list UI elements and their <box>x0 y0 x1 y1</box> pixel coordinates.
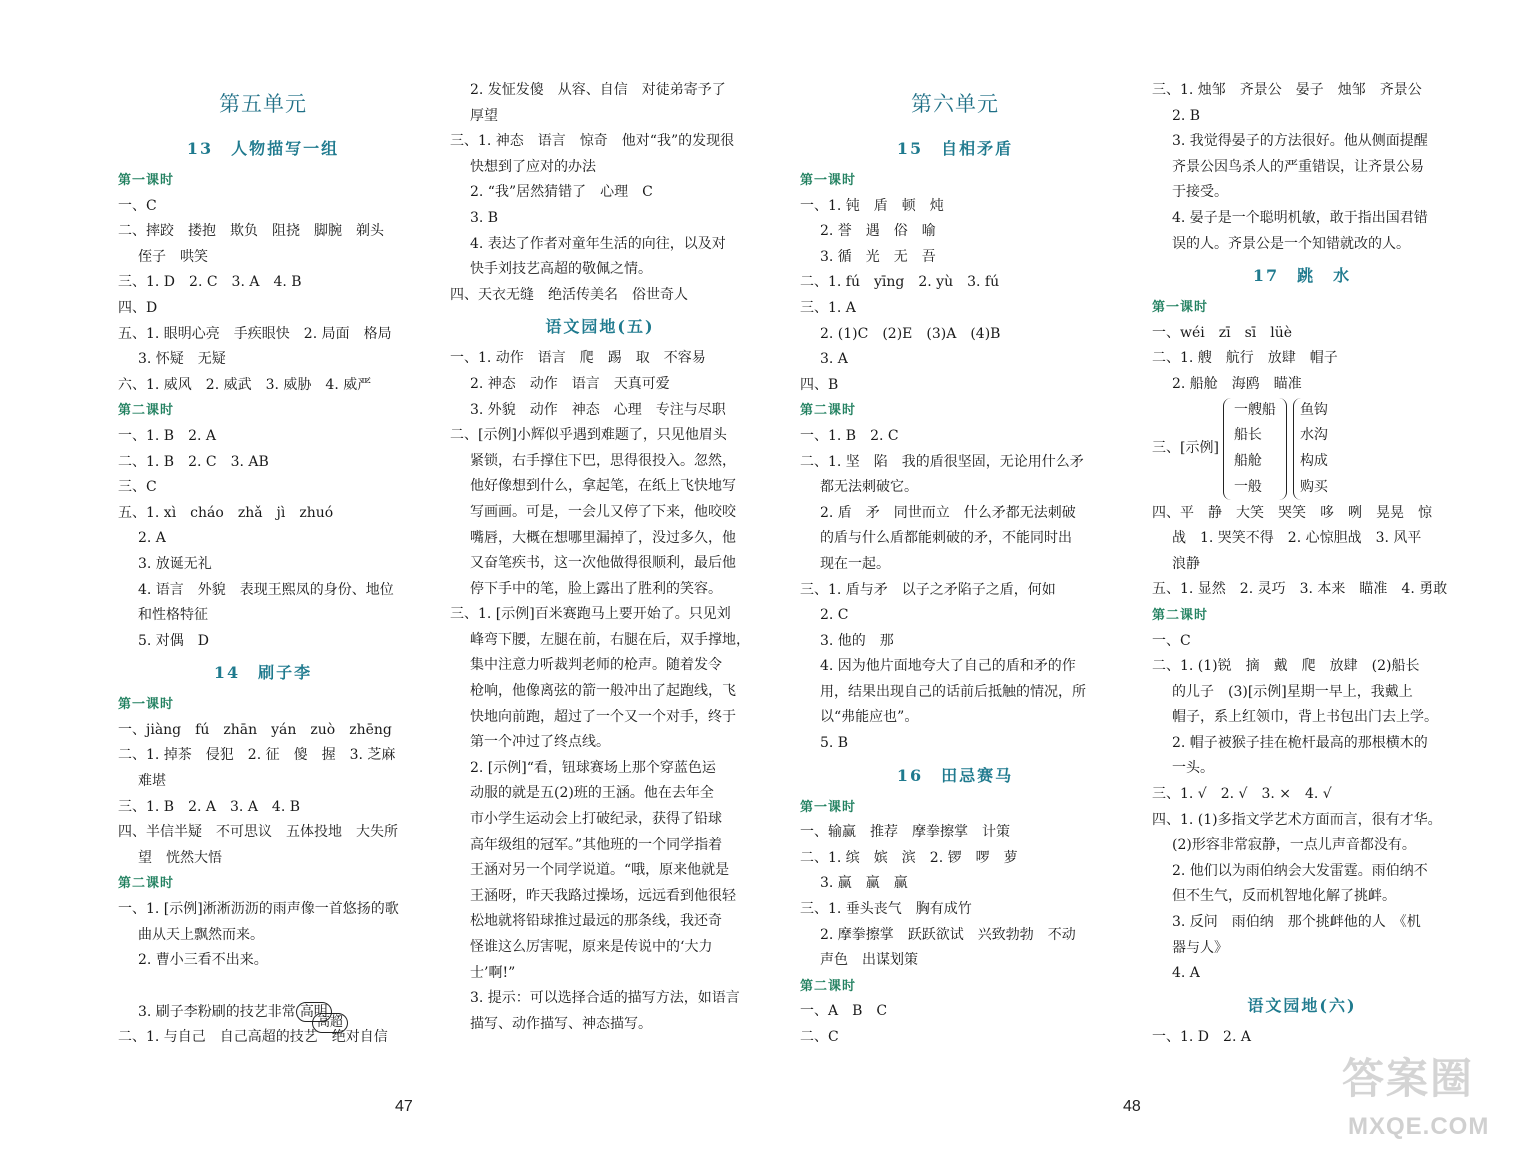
brace-group <box>1152 398 1452 501</box>
answer-continuation: 快想到了应对的办法 <box>470 158 596 175</box>
answer-continuation: 3. 我觉得晏子的方法很好。他从侧面提醒 <box>1172 133 1428 150</box>
answer-continuation: 松地就将铅球推过最远的那条线，我还奇 <box>470 913 722 930</box>
answer-line: 一、输赢 推荐 摩拳擦掌 计策 <box>800 824 1010 841</box>
answer-line: 四、天衣无缝 绝活传美名 俗世奇人 <box>450 286 688 303</box>
answer-line: 二、1. (1)锐 摘 戴 爬 放肆 (2)船长 <box>1152 658 1420 675</box>
answer-line <box>118 1000 408 1026</box>
answer-continuation: 3. 外貌 动作 神态 心理 专注与尽职 <box>470 401 726 418</box>
answer-line: 一、1. D 2. A <box>1152 1028 1251 1045</box>
brace-word: 船长 <box>1233 427 1262 444</box>
answer-line: 二、C <box>800 1029 839 1045</box>
answer-continuation: 5. 对偶 D <box>138 632 210 649</box>
answer-line: 一、1. 动作 语言 爬 踢 取 不容易 <box>450 350 706 367</box>
answer-tail: 。 <box>335 1003 350 1020</box>
answer-line: 六、1. 威风 2. 威武 3. 威胁 4. 威严 <box>118 376 372 393</box>
answer-line: 二、1. 坚 陷 我的盾很坚固，无论用什么矛 <box>800 453 1084 470</box>
answer-continuation: 3. 他的 那 <box>820 632 894 649</box>
answer-line: 三、1. 垂头丧气 胸有成竹 <box>800 901 972 918</box>
answer-continuation: 2. 曹小三看不出来。 <box>138 952 268 969</box>
answer-continuation: 高年级组的冠军。”其他班的一个同学指着 <box>470 836 723 853</box>
answer-continuation: 嘴唇，大概在想哪里漏掉了，没过多久，他 <box>470 529 736 546</box>
answer-continuation: 2. B <box>1172 107 1201 124</box>
brace-word: 船舱 <box>1233 453 1262 470</box>
answer-continuation: 曲从天上飘然而来。 <box>138 926 264 943</box>
answer-continuation: 4. 表达了作者对童年生活的向往，以及对 <box>470 235 726 252</box>
answer-continuation: 3. 怀疑 无疑 <box>138 351 226 368</box>
answer-continuation: 怪谁这么厉害呢，原来是传说中的‘大力 <box>470 939 713 955</box>
spacer <box>118 974 408 1000</box>
answer-continuation: 3. 赢 赢 赢 <box>820 875 908 892</box>
handwritten-correction: 高超 <box>312 1013 348 1033</box>
answer-line: 五、1. 眼明心亮 手疾眼快 2. 局面 格局 <box>118 325 392 342</box>
answer-continuation: 齐景公因鸟杀人的严重错误，让齐景公易 <box>1172 158 1424 175</box>
answer-continuation: 4. A <box>1172 965 1200 982</box>
answer-continuation: 的儿子 (3)[示例]星期一早上，我戴上 <box>1172 683 1413 700</box>
answer-continuation: 一头。 <box>1172 760 1214 777</box>
answer-continuation: 2. 盾 矛 同世而立 什么矛都无法刺破 <box>820 504 1076 521</box>
answer-continuation: 2. 船舱 海鸥 瞄准 <box>1172 375 1302 392</box>
answer-continuation: 他好像想到什么，拿起笔，在纸上飞快地写 <box>470 478 736 495</box>
class-period-heading: 第一课时 <box>118 173 175 188</box>
answer-continuation: 望 恍然大悟 <box>138 849 222 866</box>
answer-line: 三、1. [示例]百米赛跑马上要开始了。只见刘 <box>450 606 731 623</box>
answer-continuation: 快地向前跑，超过了一个又一个对手，终于 <box>470 708 736 725</box>
answer-line: 二、1. 缤 嫔 滨 2. 锣 啰 萝 <box>800 849 1018 866</box>
answer-line: 三、1. √ 2. √ 3. × 4. √ <box>1152 786 1332 803</box>
answer-continuation: 2. “我”居然猜错了 心理 C <box>470 184 653 201</box>
lesson-title: 语文园地(五) <box>545 317 655 337</box>
left-page-column-2 <box>450 78 750 1037</box>
answer-continuation: 5. B <box>820 735 849 752</box>
class-period-heading: 第一课时 <box>800 173 857 188</box>
lesson-title: 15 自相矛盾 <box>896 139 1014 158</box>
answer-line: 一、jiàng fú zhān yán zuò zhēng <box>118 721 392 738</box>
answer-line: 一、C <box>1152 632 1191 649</box>
answer-continuation: (2)形容非常寂静，一点儿声音都没有。 <box>1172 837 1416 854</box>
answer-continuation: 器与人》 <box>1172 939 1228 956</box>
answer-continuation: 集中注意力听裁判老师的枪声。随着发令 <box>470 657 722 674</box>
answer-line: 一、1. B 2. C <box>800 427 899 444</box>
answer-continuation: 紧锁，右手撑住下巴，思得很投入。忽然， <box>470 452 736 469</box>
answer-continuation: 侄子 哄笑 <box>138 248 208 265</box>
answer-continuation: 2. 帽子被猴子挂在桅杆最高的那根横木的 <box>1172 734 1428 751</box>
answer-continuation: 动服的就是五(2)班的王涵。他在去年全 <box>470 785 714 802</box>
answer-line: 四、D <box>118 299 158 316</box>
answer-continuation: 以“弗能应也”。 <box>820 709 919 726</box>
answer-continuation: 2. A <box>138 530 166 547</box>
class-period-heading: 第二课时 <box>800 403 857 419</box>
answer-continuation: 2. 发怔发傻 从容、自信 对徒弟寄予了 <box>470 82 726 98</box>
answer-continuation: 2. 神态 动作 语言 天真可爱 <box>470 375 670 392</box>
answer-line: 四、半信半疑 不可思议 五体投地 大失所 <box>118 824 398 841</box>
left-page-column-1 <box>118 78 408 1051</box>
lesson-title: 13 人物描写一组 <box>186 139 340 158</box>
answer-line: 二、1. 与自己 自己高超的技艺 绝对自信 <box>118 1029 388 1046</box>
answer-line: 一、1. 钝 盾 顿 炖 <box>800 197 944 214</box>
class-period-heading: 第一课时 <box>800 799 857 815</box>
answer-continuation: 3. 提示：可以选择合适的描写方法，如语言 <box>470 990 740 1007</box>
answer-continuation: 于接受。 <box>1172 184 1228 201</box>
answer-continuation: 现在一起。 <box>820 555 890 572</box>
class-period-heading: 第一课时 <box>1152 300 1209 316</box>
answer-continuation: 4. 语言 外貌 表现王熙凤的身份、地位 <box>138 581 394 598</box>
answer-line: 五、1. 显然 2. 灵巧 3. 本来 瞄准 4. 勇敢 <box>1152 581 1448 598</box>
answer-continuation: 3. 循 光 无 吾 <box>820 248 936 265</box>
class-period-heading: 第二课时 <box>118 876 175 892</box>
unit-title: 第五单元 <box>219 92 307 116</box>
answer-line: 三、C <box>118 479 157 496</box>
unit-title: 第六单元 <box>911 92 999 116</box>
answer-line: 二、1. 艘 航行 放肆 帽子 <box>1152 350 1338 367</box>
brace-word: 购买 <box>1299 478 1328 495</box>
brace-left-list <box>1223 398 1287 500</box>
answer-continuation: 难堪 <box>138 773 166 790</box>
answer-line: 三、1. 盾与矛 以子之矛陷子之盾，何如 <box>800 581 1056 598</box>
answer-line: 四、1. (1)多指文学艺术方面而言，很有才华。 <box>1152 811 1442 828</box>
answer-continuation: 3. 放诞无礼 <box>138 555 212 572</box>
brace-word: 一艘船 <box>1233 401 1276 418</box>
answer-continuation: 2. 摩拳擦掌 跃跃欲试 兴致勃勃 不动 <box>820 926 1076 943</box>
answer-line: 三、1. B 2. A 3. A 4. B <box>118 798 301 815</box>
right-page-column-2 <box>1152 78 1452 1050</box>
lesson-title: 14 刷子李 <box>213 663 313 683</box>
class-period-heading: 第一课时 <box>118 697 175 713</box>
answer-continuation: 误的人。齐景公是一个知错就改的人。 <box>1172 235 1410 252</box>
answer-continuation: 3. 反问 雨伯纳 那个挑衅他的人 《机 <box>1172 914 1421 931</box>
answer-continuation: 王涵呀，昨天我路过操场，远远看到他很轻 <box>470 887 736 904</box>
answer-continuation: 浪静 <box>1172 555 1200 572</box>
answer-line: 三、1. 神态 语言 惊奇 他对“我”的发现很 <box>450 133 735 150</box>
answer-continuation: 用，结果出现自己的话前后抵触的情况，所 <box>820 683 1086 700</box>
answer-continuation: 描写、动作描写、神态描写。 <box>470 1015 652 1032</box>
class-period-heading: 第二课时 <box>1152 607 1209 623</box>
watermark-title: 答案圈 <box>1342 1055 1475 1102</box>
answer-continuation: 王涵对另一个同学说道。“哦，原来他就是 <box>470 862 730 879</box>
answer-line: 一、1. B 2. A <box>118 427 217 444</box>
answer-continuation: 写画画。可是，一会儿又停了下来，他咬咬 <box>470 503 736 520</box>
answer-line: 三、1. A <box>800 299 856 316</box>
answer-continuation: 都无法刺破它。 <box>820 479 918 496</box>
answer-line: 二、1. 掉茶 侵犯 2. 征 傻 握 3. 芝麻 <box>118 747 396 764</box>
lesson-title: 语文园地(六) <box>1247 995 1357 1015</box>
answer-line: 一、A B C <box>800 1003 888 1020</box>
answer-continuation: 2. (1)C (2)E (3)A (4)B <box>820 325 1001 342</box>
answer-line: 五、1. xì cháo zhǎ jì zhuó <box>118 504 334 521</box>
watermark <box>1342 1046 1522 1141</box>
brace-word: 构成 <box>1299 453 1328 470</box>
answer-continuation: 士’啊!” <box>470 964 516 981</box>
brace-word: 水沟 <box>1299 427 1328 444</box>
page-number-left: 47 <box>395 1098 413 1115</box>
answer-continuation: 3. B <box>470 209 499 226</box>
answer-line: 二、1. B 2. C 3. AB <box>118 453 269 470</box>
right-page-column-1 <box>800 78 1110 1051</box>
class-period-heading: 第二课时 <box>118 403 175 419</box>
answer-line: 三、1. D 2. C 3. A 4. B <box>118 274 302 291</box>
answer-continuation: 帽子，系上红领巾，背上书包出门去上学。 <box>1172 709 1438 726</box>
answer-continuation: 停下手中的笔，脸上露出了胜利的笑容。 <box>470 580 722 597</box>
answer-continuation: 3. A <box>820 351 848 368</box>
answer-continuation: 2. 他们以为雨伯纳会大发雷霆。雨伯纳不 <box>1172 862 1428 879</box>
answer-line: 一、1. [示例]淅淅沥沥的雨声像一首悠扬的歌 <box>118 901 399 918</box>
answer-continuation: 和性格特征 <box>138 607 208 624</box>
answer-line: 四、B <box>800 376 839 393</box>
answer-continuation: 厚望 <box>470 107 498 124</box>
answer-continuation: 但不生气，反而机智地化解了挑衅。 <box>1172 888 1396 905</box>
answer-continuation: 4. 晏子是一个聪明机敏，敢于指出国君错 <box>1172 209 1428 226</box>
answer-line: 二、[示例]小辉似乎遇到难题了，只见他眉头 <box>450 427 727 444</box>
answer-line: 二、1. fú yīng 2. yù 3. fú <box>800 274 1000 291</box>
brace-right-list <box>1293 398 1334 500</box>
answer-line: 三、1. 烛邹 齐景公 晏子 烛邹 齐景公 <box>1152 82 1422 98</box>
answer-continuation: 2. C <box>820 607 849 624</box>
class-period-heading: 第二课时 <box>800 978 857 994</box>
brace-label: 三、[示例] <box>1152 440 1219 457</box>
answer-continuation: 快手刘技艺高超的敬佩之情。 <box>470 261 652 278</box>
answer-continuation: 第一个冲过了终点线。 <box>470 734 610 751</box>
answer-continuation: 又奋笔疾书，这一次他做得很顺利，最后他 <box>470 555 736 572</box>
answer-line: 一、wéi zī sī lüè <box>1152 324 1293 341</box>
answer-continuation: 2. [示例]“看，钮球赛场上那个穿蓝色运 <box>470 759 716 776</box>
answer-continuation: 4. 因为他片面地夸大了自己的盾和矛的作 <box>820 658 1076 675</box>
answer-line: 一、C <box>118 197 157 214</box>
brace-word: 一般 <box>1233 478 1262 495</box>
answer-continuation: 市小学生运动会上打破纪录，获得了铅球 <box>470 811 722 828</box>
answer-continuation: 2. 誉 遇 俗 喻 <box>820 223 936 240</box>
answer-continuation: 枪响，他像离弦的箭一般冲出了起跑线，飞 <box>470 683 736 700</box>
answer-continuation: 声色 出谋划策 <box>820 952 918 969</box>
answer-continuation: 峰弯下腰，左腿在前，右腿在后，双手撑地， <box>470 631 750 648</box>
brace-word: 鱼钩 <box>1299 401 1328 418</box>
watermark-url: MXQE.COM <box>1348 1113 1490 1140</box>
answer-continuation: 战 1. 哭笑不得 2. 心惊胆战 3. 风平 <box>1172 530 1422 547</box>
lesson-title: 16 田忌赛马 <box>896 765 1014 785</box>
answer-line: 四、平 静 大笑 哭笑 哆 咧 晃晃 惊 <box>1152 504 1432 521</box>
answer-line: 二、摔跤 搂抱 欺负 阻挠 脚腕 剃头 <box>118 223 384 240</box>
answer-text: 3. 刷子李粉刷的技艺非常 <box>138 1003 296 1020</box>
answer-continuation: 的盾与什么盾都能刺破的矛，不能同时出 <box>820 530 1072 547</box>
circled-word: 高明 <box>296 1002 332 1022</box>
page-number-right: 48 <box>1123 1098 1141 1115</box>
lesson-title: 17 跳 水 <box>1252 266 1352 286</box>
